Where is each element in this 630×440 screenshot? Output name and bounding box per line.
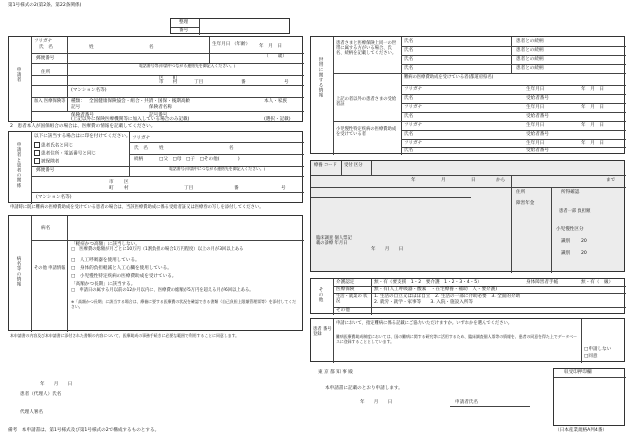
proxy-furigana: フリガナ: [132, 136, 151, 141]
sh-birth: 生年月日: [526, 123, 545, 128]
other-section-label: その他: [318, 287, 323, 303]
chome-label: 丁目: [194, 80, 204, 85]
proxy-opt3[interactable]: 被保険者: [34, 158, 59, 165]
sh-jukyu-2: 受給者番号: [526, 148, 549, 153]
hh-zoku-2: 患者との続柄: [516, 48, 544, 53]
mid-value-20b: 20: [581, 251, 587, 256]
go-label: 号: [284, 80, 289, 85]
mid-furigana-2: フリガナ: [404, 105, 423, 110]
kanja-opt2[interactable]: □同意: [584, 354, 598, 359]
sonota-label: その他 申請情報: [34, 266, 66, 271]
proxy-postal: 郵便番号: [36, 168, 55, 173]
iryo-opts[interactable]: 無・有(人工呼吸器・酸素 ・在宅療養・補助 人・要介護): [374, 287, 498, 292]
shinsa-ymd: 年 月 日: [371, 247, 404, 252]
birth-label: 生年月日 （年齢）: [212, 42, 251, 47]
name-label: 氏 名: [39, 45, 53, 50]
agree-signer: 申請者氏名: [455, 400, 478, 405]
ins-choose: (選択・記載): [264, 117, 291, 122]
mid-kara: から: [496, 178, 506, 183]
mid-shouni: 小児慢性区分: [556, 227, 584, 232]
shintai-opts[interactable]: 無・有（ 級）: [581, 280, 614, 285]
mid-furigana: フリガナ: [404, 87, 423, 92]
furigana-label: フリガナ: [34, 39, 53, 44]
sh-shimei-2: 氏名: [404, 148, 414, 153]
household-intro: 患者さまと医療保険上同一の世帯に属する方がいる場合、氏名、続柄を記載してください。: [336, 41, 397, 57]
proxy-phone: 電話番号(申請中につながる連絡先を御記入ください。): [169, 166, 266, 171]
hh-name-2: 氏名: [404, 48, 414, 53]
ins-types-label: 種類：: [71, 99, 85, 104]
seikatsu-opts[interactable]: 1. 生活の自立又はほぼ自立 2. 生活の一部に介助必要 3. 全面的介助: [374, 294, 521, 299]
bango-label: 番号: [179, 28, 189, 33]
household-section-label: 世帯に関する情報: [318, 57, 323, 98]
shugyo-opts[interactable]: 2. 就労・就学・家事等 3. 入院・施設入所等: [374, 300, 473, 305]
mid-shikibetsu-1: 識別: [561, 239, 571, 244]
office-use-block: [310, 160, 625, 272]
address-label: 住所: [41, 70, 51, 75]
postal-label: 郵便番号: [36, 56, 55, 61]
ins-honnin: 本人・家族: [264, 99, 287, 104]
row1b[interactable]: □ 医療費の総額が月ごとに10万円（1割負担の場合1万円程度）以上の月が3回以上ある: [71, 247, 244, 252]
proxy-section: [8, 131, 303, 203]
consent-heading: 2 患者本人が国保組合の場合は、医療費の情報を記載してください。: [10, 124, 156, 129]
mei-label: 名: [149, 45, 154, 50]
proxy-section-label: 申請者と患者の関係: [16, 142, 21, 188]
proxy-relation: 続柄: [134, 157, 144, 162]
proxy-name: 氏 名: [134, 146, 148, 151]
sonota-row: その他: [336, 308, 350, 313]
mid-birth: 生年月日: [526, 87, 545, 92]
seikatsu-intro: 申請時に既に難病の医療費助成を受けている患者の場合は、当該医療費助成に係る受給者証又は医療券の写しを添付してください。: [10, 205, 264, 210]
insurance-label: 加入 医療保険等: [34, 99, 66, 104]
row1: 「軽症かつ高額」に該当しない。: [71, 242, 140, 247]
kaigo-opts[interactable]: 無・有（要支援 1・2 要介護 1・2・3・4・5）: [374, 280, 482, 285]
sh-furigana-2: フリガナ: [404, 141, 423, 146]
kigou-label: 記号: [71, 105, 81, 110]
proxy-line1: 以下に該当する場合はに印を付けてください。: [34, 134, 131, 139]
agree-date: 年 月 日: [360, 400, 393, 405]
mid-ymd-2: 年 月 日: [581, 105, 604, 110]
applicant-section: [8, 36, 303, 122]
ban-label: 番: [241, 80, 246, 85]
consent-date: 年 月 日: [40, 382, 73, 387]
mansion-label: (マンション名等): [71, 88, 107, 93]
kanja-text: 申請において、指定難病に係る記載にご協力いただけますか。いずれかを選んでください。: [336, 321, 513, 326]
hokensha-label: 保険者名称: [149, 105, 172, 110]
row4[interactable]: □ 小児慢性特定疾病の医療費助成を受けている。: [71, 274, 177, 279]
mid-nen: 年: [411, 178, 416, 183]
mid-value-20: 20: [581, 239, 587, 244]
sh-furigana: フリガナ: [404, 123, 423, 128]
row3[interactable]: □ 身体的負担軽減と人工心臓を使用している。: [71, 266, 172, 271]
kanja-label: 患者 番号 登録: [313, 327, 332, 338]
consent-text: 本申請書の内容及び本申請書に添付された書類の内容について、医療助成の事務手続きに必要な範囲で利用することに同意します。: [10, 333, 240, 338]
ins-list: 全国健康保険協会・組合・共済・国保・後期高齢: [89, 99, 191, 104]
city-label: 区 町: [159, 76, 178, 81]
proxy-go: 号: [281, 186, 286, 191]
mid-shimei-2: 氏名: [404, 114, 414, 119]
phone-note: 電話番号等(申請中つながる連絡先を御記入ください。): [139, 63, 236, 68]
dairinin-sign: 代理人署名: [20, 410, 43, 415]
hoken-bango-label: 保険者番号: [71, 113, 94, 118]
mid-kojo: 住所: [516, 190, 526, 195]
shouni-label: 小児慢性特定疾病の医療費助成を受けている者: [336, 127, 397, 138]
disease-section-label: 病名等の情報: [16, 256, 21, 287]
mid-gengaku: 患者一部 負担額: [559, 209, 591, 214]
kanja-opt1[interactable]: □申請しない: [584, 347, 612, 352]
proxy-cho: 町: [109, 186, 114, 191]
row2[interactable]: □ 人工呼吸器を使用している。: [71, 258, 140, 263]
sh-shimei: 氏名: [404, 132, 414, 137]
proxy-ku: 区: [124, 180, 129, 185]
kaigo-label: 介護認定: [336, 280, 355, 285]
stamp-box: [553, 368, 625, 426]
mid-made: まで: [606, 178, 616, 183]
mid-ymd: 年 月 日: [581, 87, 604, 92]
sei-label: 姓: [89, 45, 94, 50]
page-note: （日本産業規格A列4番）: [555, 428, 608, 433]
uketsuke-kubun: 受付 区分: [344, 163, 363, 168]
hh-zoku-1: 患者との続柄: [516, 39, 544, 44]
patient-registration-section: [310, 318, 625, 362]
mid-shikibetsu-2: 識別: [561, 251, 571, 256]
proxy-chome: 丁目: [184, 186, 194, 191]
proxy-ban: 番: [234, 186, 239, 191]
proxy-mei: 名: [229, 146, 234, 151]
shi-label: 市 村: [159, 80, 178, 85]
hh-zoku-3: 患者との続柄: [516, 57, 544, 62]
shinsa-label: 臨床調査 個人票記 載の診療 年月日: [316, 236, 352, 247]
hh-name-1: 氏名: [404, 39, 414, 44]
row6[interactable]: □ 申請日の属する月以前の12か月以内に、医療費の総額が5万円を超える月が6回以上ある。: [71, 288, 254, 293]
disease-section: [8, 215, 303, 331]
agree-text: 本申請書に記載のとおり申請します。: [325, 386, 403, 391]
sh-birth-2: 生年月日: [526, 141, 545, 146]
hh-name-3: 氏名: [404, 57, 414, 62]
mid-note: 難病の医療費助成を受けている者(都道府県名): [404, 75, 494, 80]
proxy-opt2[interactable]: 患者住所・電話番号と同じ: [34, 150, 96, 157]
stamp-label: 収受印押印欄: [564, 370, 592, 375]
sh-ymd-2: 年 月 日: [581, 141, 604, 146]
ins-note: (上記以外に保険医療機関等に加入している場合のみ記載): [71, 117, 190, 122]
proxy-sei: 姓: [159, 146, 164, 151]
hh-zoku-4: 患者との続柄: [516, 66, 544, 71]
proxy-mansion: (マンション名等): [36, 195, 72, 200]
seiri-number-box: [170, 18, 290, 34]
mid-jukyu: 受給者番号: [526, 96, 549, 101]
proxy-mura: 村: [124, 186, 129, 191]
sh-ymd: 年 月 日: [581, 123, 604, 128]
household-section: [310, 36, 625, 154]
birth-ymd: 年 月 日: [259, 44, 282, 49]
row5: 「高額かつ長期」に該当する。: [71, 282, 136, 287]
mid-kakunin: 所得確認: [561, 190, 580, 195]
mid-birth-2: 生年月日: [526, 105, 545, 110]
iryo-label: 医療保険: [336, 287, 355, 292]
mid-tsuki: 月: [441, 178, 446, 183]
mid-nenkin: 障害年金: [516, 201, 535, 206]
proxy-shi: 市: [109, 180, 114, 185]
consent-sign: 患者（代理人）氏名: [20, 392, 62, 397]
mid-shimei: 氏名: [404, 96, 414, 101]
sh-jukyu: 受給者番号: [526, 132, 549, 137]
mid-label: 上記の者以外の患者さまの受給者証: [336, 97, 397, 108]
ryoyo-code: 療養 コード: [314, 163, 337, 168]
applicant-section-label: 申請者: [16, 67, 21, 83]
seikatsu-label: 生活・就業の 状況: [336, 294, 368, 305]
nanbyo-text: 難病医療費助成制度においては、国の難病に関する研究等に活用するため、臨床調査個人票等の情報を、患者の同意を得た上でデータベースに登録することとしています。: [336, 334, 578, 344]
mid-jukyu-2: 受給者番号: [526, 114, 549, 119]
mid-hi: 日: [471, 178, 476, 183]
kigou-bango-label: 記号番号: [149, 113, 168, 118]
hh-name-4: 氏名: [404, 66, 414, 71]
proxy-rel-options[interactable]: □父 □母 □子 □その他( ): [159, 157, 240, 162]
seiri-label: 整理: [179, 20, 189, 25]
proxy-opt1[interactable]: 患者氏名と同じ: [34, 142, 73, 149]
footer-note: 備考 本申請書は、第1号様式及び第1号様式の2で構成するものとする。: [8, 428, 160, 433]
shintai-label: 身体障害者手帳: [526, 280, 559, 285]
to-governor: 東 京 都 知 事 殿: [318, 370, 353, 375]
byomei-label: 病名: [41, 226, 51, 231]
note1: ※「高額かつ長期」に該当する場合は、療養に要する医療費の状況を確認できる書類（自己負担上限額管理票等）を添付してください。: [71, 299, 297, 309]
age-value: （ 歳）: [264, 54, 287, 59]
form-title: 第1号様式の2(第2条、第22条関係): [8, 3, 82, 8]
other-info-section: [310, 278, 625, 314]
